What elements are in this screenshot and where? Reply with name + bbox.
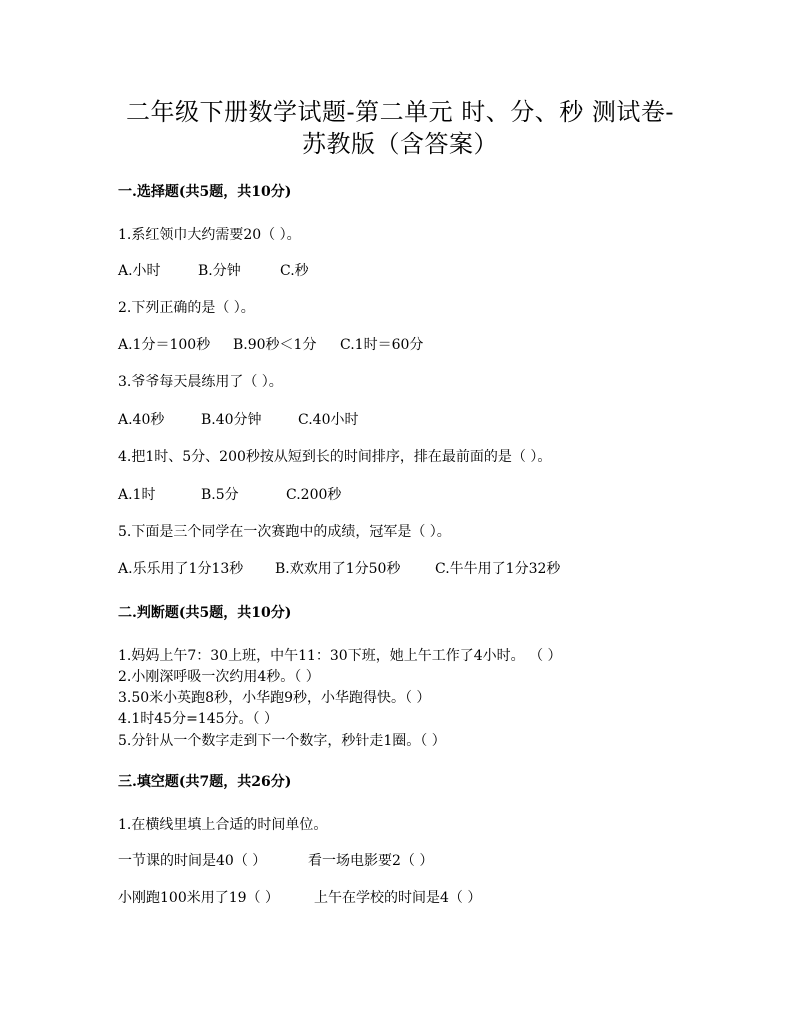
option-a: A.40秒 [118, 412, 165, 428]
option-c: C.牛牛用了1分32秒 [435, 561, 561, 577]
judgement-item: 4.1时45分=145分。（ ） [118, 711, 278, 727]
fill-item: 看一场电影要2（ ） [308, 853, 434, 869]
section-heading-choice: 一.选择题(共5题，共10分) [118, 184, 292, 200]
question-stem: 1.系红领巾大约需要20（ ）。 [118, 227, 301, 243]
fill-row [118, 889, 481, 907]
question-stem: 3.爷爷每天晨练用了（ ）。 [118, 374, 283, 390]
document-title-line2: 苏教版（含答案） [302, 130, 498, 158]
fill-item: 上午在学校的时间是4（ ） [314, 890, 482, 906]
question-options [118, 486, 341, 504]
judgement-item: 2.小刚深呼吸一次约用4秒。（ ） [118, 669, 320, 685]
question-stem: 5.下面是三个同学在一次赛跑中的成绩，冠军是（ ）。 [118, 524, 451, 540]
question-stem: 2.下列正确的是（ ）。 [118, 300, 255, 316]
option-a: A.1时 [118, 487, 156, 503]
question-options [118, 560, 560, 578]
fill-row [118, 852, 433, 870]
option-c: C.200秒 [286, 487, 342, 503]
judgement-item: 5.分针从一个数字走到下一个数字，秒针走1圈。（ ） [118, 733, 446, 749]
judgement-item: 3.50米小英跑8秒，小华跑9秒，小华跑得快。（ ） [118, 690, 431, 706]
option-b: B.欢欢用了1分50秒 [275, 561, 401, 577]
option-c: C.秒 [280, 263, 309, 279]
option-b: B.分钟 [198, 263, 241, 279]
section-heading-judgement: 二.判断题(共5题，共10分) [118, 605, 292, 621]
question-stem: 4.把1时、5分、200秒按从短到长的时间排序，排在最前面的是（ ）。 [118, 449, 552, 465]
option-b: B.40分钟 [201, 412, 262, 428]
fill-item: 一节课的时间是40（ ） [118, 853, 267, 869]
option-c: C.40小时 [298, 412, 359, 428]
option-a: A.1分＝100秒 [118, 337, 211, 353]
option-a: A.乐乐用了1分13秒 [118, 561, 244, 577]
option-a: A.小时 [118, 263, 161, 279]
option-b: B.5分 [201, 487, 239, 503]
section-heading-fill: 三.填空题(共7题，共26分) [118, 774, 292, 790]
question-options [118, 262, 309, 280]
judgement-item: 1.妈妈上午7：30上班，中午11：30下班，她上午工作了4小时。 （ ） [118, 648, 562, 664]
question-options [118, 411, 358, 429]
document-title-line1: 二年级下册数学试题-第二单元 时、分、秒 测试卷- [126, 98, 674, 126]
option-b: B.90秒＜1分 [233, 337, 317, 353]
option-c: C.1时＝60分 [340, 337, 424, 353]
question-options [118, 336, 423, 354]
fill-item: 小刚跑100米用了19（ ） [118, 890, 279, 906]
question-stem: 1.在横线里填上合适的时间单位。 [118, 817, 328, 833]
